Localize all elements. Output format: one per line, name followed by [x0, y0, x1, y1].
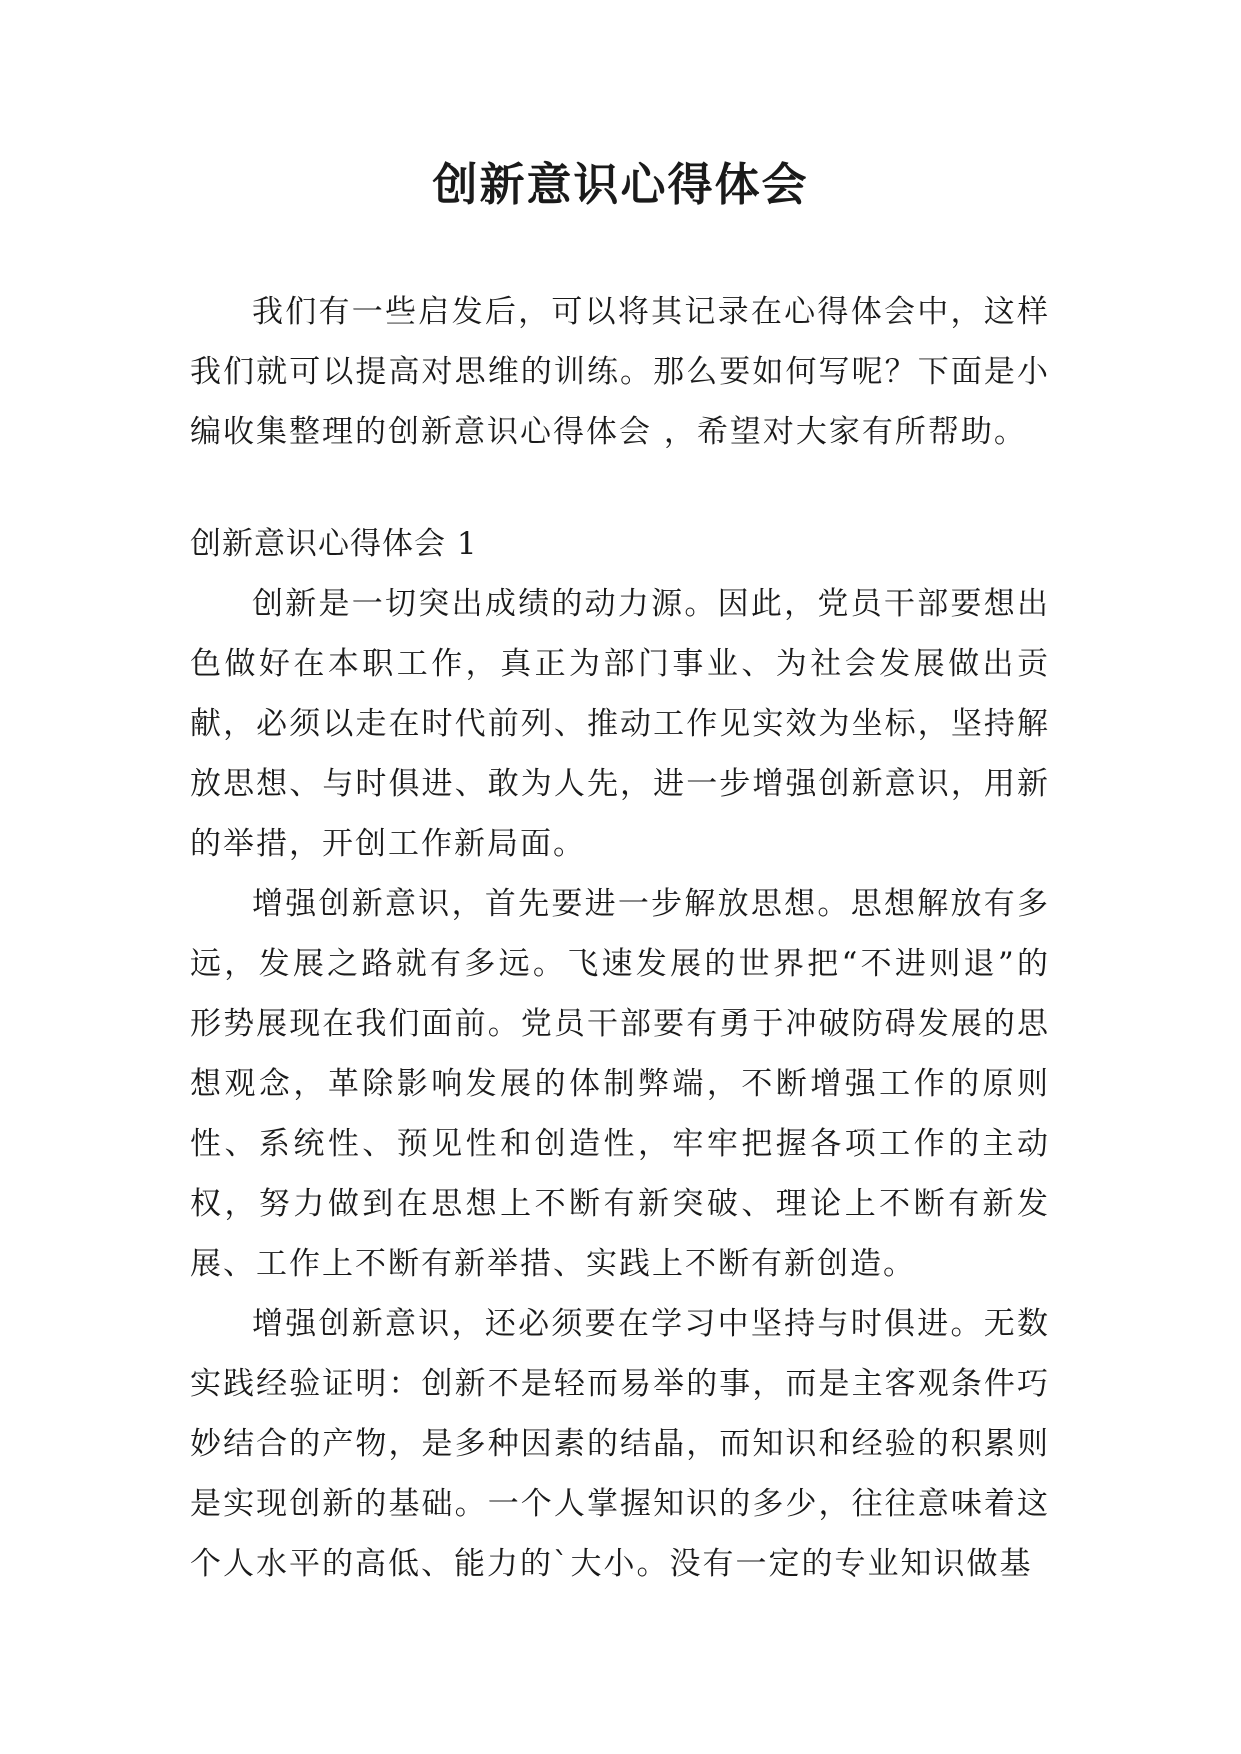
intro-paragraph: 我们有一些启发后，可以将其记录在心得体会中，这样我们就可以提高对思维的训练。那么要如何写呢？下面是小编收集整理的创新意识心得体会 ，希望对大家有所帮助。 — [190, 294, 1050, 450]
body-paragraph: 增强创新意识，还必须要在学习中坚持与时俱进。无数实践经验证明：创新不是轻而易举的事，而是主客观条件巧妙结合的产物，是多种因素的结晶，而知识和经验的积累则是实现创新的基础。一个人掌握知识的多少，往往意味着这个人水平的高低、能力的`大小。没有一定的专业知识做基 — [190, 1306, 1050, 1582]
section-heading: 创新意识心得体会 1 — [190, 526, 478, 562]
document-body — [190, 282, 1050, 1594]
document-title: 创新意识心得体会 — [432, 158, 809, 211]
body-paragraph: 创新是一切突出成绩的动力源。因此，党员干部要想出色做好在本职工作，真正为部门事业、为社会发展做出贡献，必须以走在时代前列、推动工作见实效为坐标，坚持解放思想、与时俱进、敢为人先，进一步增强创新意识，用新的举措，开创工作新局面。 — [190, 586, 1050, 862]
body-paragraph: 增强创新意识，首先要进一步解放思想。思想解放有多远，发展之路就有多远。飞速发展的世界把“不进则退”的形势展现在我们面前。党员干部要有勇于冲破防碍发展的思想观念，革除影响发展的体制弊端，不断增强工作的原则性、系统性、预见性和创造性，牢牢把握各项工作的主动权，努力做到在思想上不断有新突破、理论上不断有新发展、工作上不断有新举措、实践上不断有新创造。 — [190, 886, 1050, 1282]
